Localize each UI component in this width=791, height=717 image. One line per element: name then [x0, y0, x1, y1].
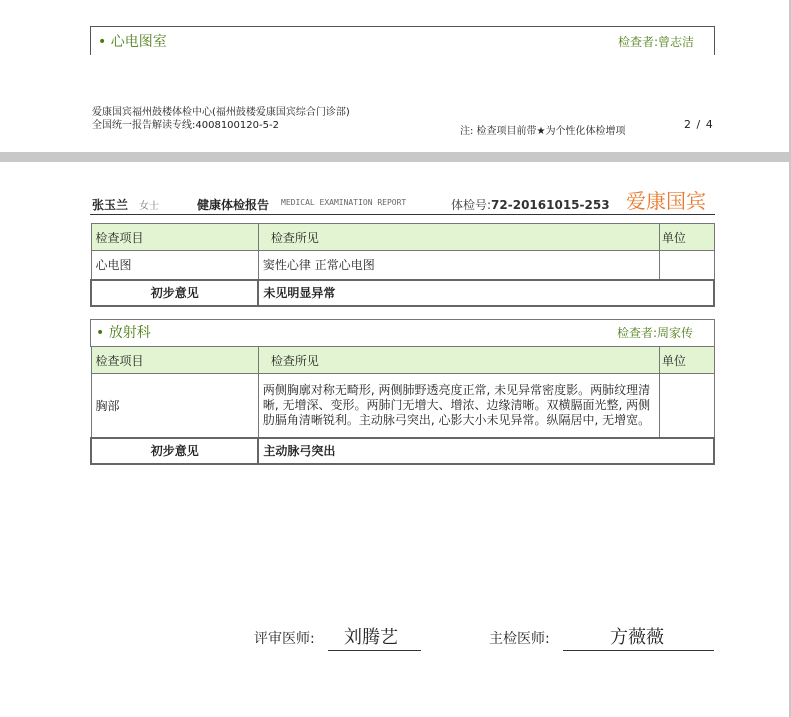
patient-sex: 女士 [139, 201, 159, 212]
col-finding: 检查所见 [258, 224, 659, 251]
brand-logo: 爱康国宾 [626, 189, 706, 213]
exam-number [451, 196, 610, 213]
report-title-en: MEDICAL EXAMINATION REPORT [281, 198, 407, 207]
summary-label: 初步意见 [91, 438, 258, 464]
row-finding: 两侧胸廓对称无畸形, 两侧肺野透亮度正常, 未见异常密度影。两肺纹理清晰, 无增深、变形。两肺门无增大、增浓、边缘清晰。双横膈面光整, 两侧肋膈角清晰锐利。主动脉弓突出, 心影大小未见异常。纵隔居中, 无增宽。 [258, 374, 659, 438]
summary-row [91, 438, 714, 464]
radiology-checker [617, 324, 693, 341]
checker-name: 曾志洁 [658, 35, 695, 49]
col-unit: 单位 [659, 347, 714, 374]
page-number: 2 / 4 [684, 118, 714, 131]
reviewer-label: 评审医师: [254, 631, 315, 647]
reviewer-signature: 刘腾艺 [344, 627, 398, 648]
col-finding: 检查所见 [258, 347, 659, 374]
summary-row [91, 280, 714, 306]
col-item: 检查项目 [91, 224, 258, 251]
footer-note: 注: 检查项目前带★为个性化体检增项 [460, 126, 626, 137]
table-header-row [91, 224, 714, 251]
patient-name: 张玉兰 [92, 198, 129, 212]
exam-number-label: 体检号: [451, 198, 492, 212]
hotline: 全国统一报告解读专线:4008100120-5-2 [92, 120, 279, 131]
chief-line [563, 650, 714, 651]
checker-label: 检查者: [618, 35, 659, 49]
ecg-table [90, 223, 715, 307]
summary-label: 初步意见 [91, 280, 258, 306]
section-title: 放射科 [108, 325, 151, 341]
reviewer-line [328, 650, 421, 651]
bullet: • [98, 34, 107, 50]
radiology-title [96, 322, 151, 342]
chief-signature: 方薇薇 [610, 627, 664, 648]
col-item: 检查项目 [91, 347, 258, 374]
row-item: 心电图 [91, 251, 258, 280]
summary-value: 主动脉弓突出 [258, 438, 714, 464]
radiology-table [90, 346, 715, 465]
report-title: 健康体检报告 [197, 198, 270, 212]
row-unit [659, 374, 714, 438]
header-divider [90, 214, 715, 215]
page-gap [0, 152, 791, 162]
col-unit: 单位 [659, 224, 714, 251]
bullet: • [96, 325, 105, 341]
org-line: 爱康国宾福州鼓楼体检中心(福州鼓楼爱康国宾综合门诊部) [92, 107, 350, 118]
row-item: 胸部 [91, 374, 258, 438]
exam-number-value: 72-20161015-253 [491, 198, 610, 212]
section-title: 心电图室 [110, 34, 167, 50]
table-row [91, 374, 714, 438]
prev-checker [618, 33, 694, 50]
row-finding: 窦性心律 正常心电图 [258, 251, 659, 280]
row-unit [659, 251, 714, 280]
summary-value: 未见明显异常 [258, 280, 714, 306]
table-header-row [91, 347, 714, 374]
footer-org [92, 106, 350, 132]
checker-label: 检查者: [617, 326, 658, 340]
chief-label: 主检医师: [489, 631, 550, 647]
table-row [91, 251, 714, 280]
prev-section-title [98, 31, 167, 51]
checker-name: 周家传 [657, 326, 694, 340]
